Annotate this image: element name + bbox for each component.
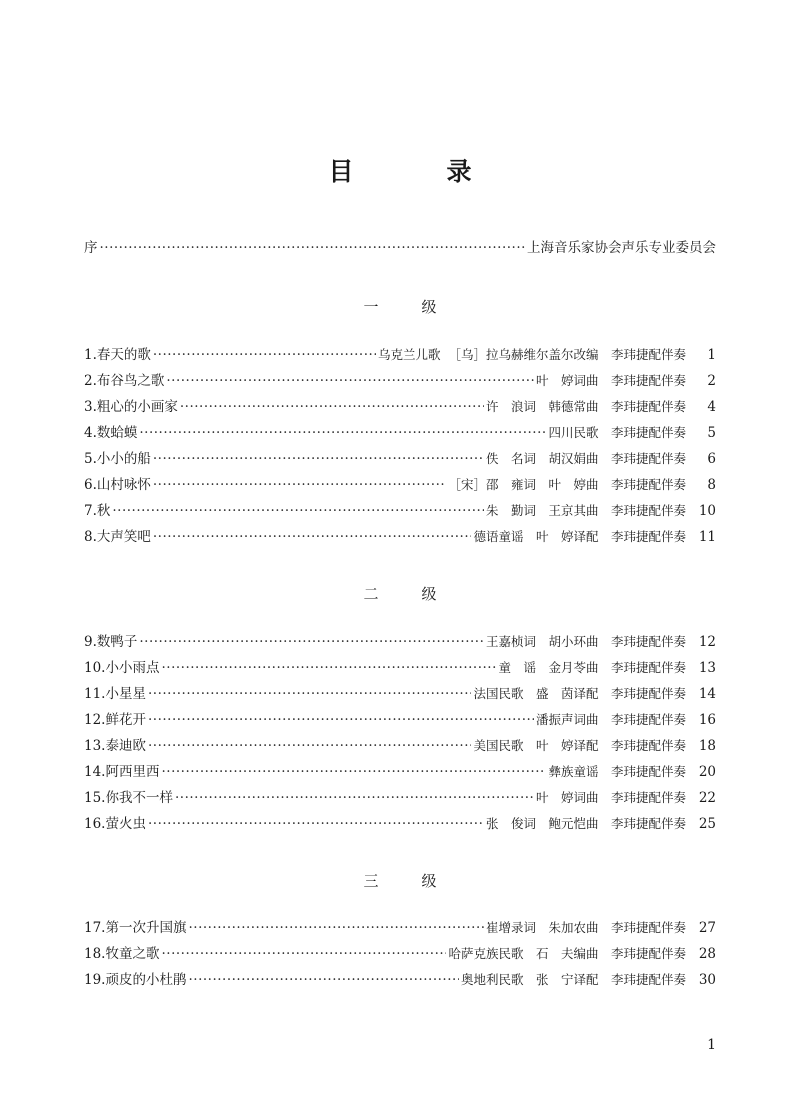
entry-credits: 朱 勤词 王京其曲 李玮捷配伴奏 xyxy=(485,503,686,518)
entry-number: 2. xyxy=(84,373,97,389)
entry-page: 18 xyxy=(698,738,716,754)
toc-entry xyxy=(84,812,716,838)
leader-dots xyxy=(175,790,534,806)
entry-number: 9. xyxy=(84,634,97,650)
toc-entry xyxy=(84,630,716,656)
toc-entry xyxy=(84,343,716,369)
entry-title: 数蛤蟆 xyxy=(96,425,138,441)
entry-page: 27 xyxy=(698,920,716,936)
entry-page: 30 xyxy=(698,972,716,988)
entry-number: 3. xyxy=(84,399,97,415)
entry-title: 你我不一样 xyxy=(105,790,173,806)
entry-page: 6 xyxy=(707,451,716,467)
entry-number: 16. xyxy=(84,816,106,832)
entry-credits: 许 浪词 韩德常曲 李玮捷配伴奏 xyxy=(485,399,686,414)
entry-credits: 法国民歌 盛 茵译配 李玮捷配伴奏 xyxy=(473,686,686,701)
toc-entry xyxy=(84,916,716,942)
leader-dots xyxy=(188,972,459,988)
entry-credits: 潘振声词曲 李玮捷配伴奏 xyxy=(535,712,686,727)
section-heading-level-3: 三 级 xyxy=(363,872,451,890)
toc-entry xyxy=(84,760,716,786)
entry-title: 山村咏怀 xyxy=(96,477,151,493)
entry-title: 春天的歌 xyxy=(96,347,151,363)
leader-dots xyxy=(188,920,484,936)
entry-title: 阿西里西 xyxy=(105,764,160,780)
entry-title: 秋 xyxy=(96,503,111,519)
entry-number: 13. xyxy=(84,738,106,754)
entry-page: 28 xyxy=(698,946,716,962)
toc-entry xyxy=(84,656,716,682)
toc-entry xyxy=(84,708,716,734)
leader-dots xyxy=(161,946,446,962)
leader-dots xyxy=(161,660,496,676)
section-entries-level-1 xyxy=(84,343,716,551)
entry-credits: 张 俊词 鲍元恺曲 李玮捷配伴奏 xyxy=(485,816,686,831)
entry-credits: 哈萨克族民歌 石 夫编曲 李玮捷配伴奏 xyxy=(448,946,686,961)
entry-page: 12 xyxy=(698,634,716,650)
page-number: 1 xyxy=(707,1037,716,1053)
entry-title: 小小雨点 xyxy=(105,660,160,676)
entry-page: 13 xyxy=(698,660,716,676)
leader-dots xyxy=(153,529,472,545)
entry-page: 22 xyxy=(698,790,716,806)
leader-dots xyxy=(148,712,534,728)
preface-label: 序 xyxy=(84,240,98,256)
entry-credits: 德语童谣 叶 婷译配 李玮捷配伴奏 xyxy=(473,529,686,544)
entry-number: 17. xyxy=(84,920,106,936)
entry-page: 4 xyxy=(707,399,716,415)
section-entries-level-2 xyxy=(84,630,716,838)
entry-page: 5 xyxy=(707,425,716,441)
entry-page: 11 xyxy=(698,529,716,545)
entry-title: 粗心的小画家 xyxy=(96,399,178,415)
entry-credits: 美国民歌 叶 婷译配 李玮捷配伴奏 xyxy=(473,738,686,753)
entry-page: 16 xyxy=(698,712,716,728)
entry-credits: 叶 婷词曲 李玮捷配伴奏 xyxy=(535,373,686,388)
leader-dots xyxy=(148,816,484,832)
toc-entry xyxy=(84,734,716,760)
toc-entry xyxy=(84,421,716,447)
toc-entry xyxy=(84,473,716,499)
entry-page: 14 xyxy=(698,686,716,702)
entry-number: 14. xyxy=(84,764,106,780)
entry-title: 小小的船 xyxy=(96,451,151,467)
entry-credits: 叶 婷词曲 李玮捷配伴奏 xyxy=(535,790,686,805)
section-entries-level-3 xyxy=(84,916,716,994)
entry-page: 2 xyxy=(707,373,716,389)
toc-entry xyxy=(84,682,716,708)
leader-dots xyxy=(112,503,484,519)
entry-page: 25 xyxy=(698,816,716,832)
leader-dots xyxy=(153,451,484,467)
entry-title: 萤火虫 xyxy=(105,816,146,832)
entry-number: 19. xyxy=(84,972,106,988)
toc-entry xyxy=(84,499,716,525)
entry-number: 8. xyxy=(84,529,97,545)
entry-title: 泰迪欧 xyxy=(105,738,146,754)
entry-title: 顽皮的小杜鹃 xyxy=(105,972,187,988)
toc-entry xyxy=(84,525,716,551)
leader-dots xyxy=(153,347,376,363)
leader-dots xyxy=(148,738,472,754)
entry-credits: 奥地利民歌 张 宁译配 李玮捷配伴奏 xyxy=(460,972,686,987)
leader-dots xyxy=(180,399,484,415)
entry-title: 小星星 xyxy=(105,686,146,702)
entry-page: 1 xyxy=(707,347,716,363)
leader-dots xyxy=(153,477,447,493)
entry-credits: 彝族童谣 李玮捷配伴奏 xyxy=(548,764,686,779)
entry-number: 1. xyxy=(84,347,97,363)
leader-dots xyxy=(161,764,546,780)
entry-page: 20 xyxy=(698,764,716,780)
toc-entry xyxy=(84,968,716,994)
entry-credits: 童 谣 金月苓曲 李玮捷配伴奏 xyxy=(498,660,686,675)
preface-entry xyxy=(84,236,716,256)
entry-number: 10. xyxy=(84,660,106,676)
entry-credits: 崔增录词 朱加农曲 李玮捷配伴奏 xyxy=(485,920,686,935)
entry-number: 11. xyxy=(84,686,106,702)
toc-entry xyxy=(84,942,716,968)
leader-dots xyxy=(100,240,526,256)
entry-number: 15. xyxy=(84,790,106,806)
toc-entry xyxy=(84,786,716,812)
entry-title: 鲜花开 xyxy=(105,712,146,728)
preface-credit: 上海音乐家协会声乐专业委员会 xyxy=(527,240,716,256)
page-title: 目 录 xyxy=(328,157,506,186)
leader-dots xyxy=(139,634,484,650)
toc-entry xyxy=(84,447,716,473)
entry-number: 5. xyxy=(84,451,97,467)
leader-dots xyxy=(148,686,472,702)
leader-dots xyxy=(139,425,546,441)
section-heading-level-1: 一 级 xyxy=(363,298,451,316)
toc-entry xyxy=(84,369,716,395)
entry-credits: 佚 名词 胡汉娟曲 李玮捷配伴奏 xyxy=(485,451,686,466)
entry-credits: 王嘉桢词 胡小环曲 李玮捷配伴奏 xyxy=(485,634,686,649)
entry-credits: 四川民歌 李玮捷配伴奏 xyxy=(548,425,686,440)
toc-entry xyxy=(84,395,716,421)
entry-credits: ［宋］邵 雍词 叶 婷曲 李玮捷配伴奏 xyxy=(448,477,686,492)
entry-title: 数鸭子 xyxy=(96,634,138,650)
entry-title: 大声笑吧 xyxy=(96,529,151,545)
entry-number: 4. xyxy=(84,425,97,441)
entry-number: 7. xyxy=(84,503,97,519)
entry-page: 8 xyxy=(707,477,716,493)
entry-title: 布谷鸟之歌 xyxy=(96,373,165,389)
section-heading-level-2: 二 级 xyxy=(363,585,451,603)
entry-title: 牧童之歌 xyxy=(105,946,160,962)
entry-number: 6. xyxy=(84,477,97,493)
entry-page: 10 xyxy=(698,503,716,519)
entry-number: 18. xyxy=(84,946,106,962)
entry-number: 12. xyxy=(84,712,106,728)
leader-dots xyxy=(166,373,534,389)
entry-title: 第一次升国旗 xyxy=(105,920,187,936)
entry-credits: 乌克兰儿歌 ［乌］拉乌赫维尔盖尔改编 李玮捷配伴奏 xyxy=(378,347,686,362)
